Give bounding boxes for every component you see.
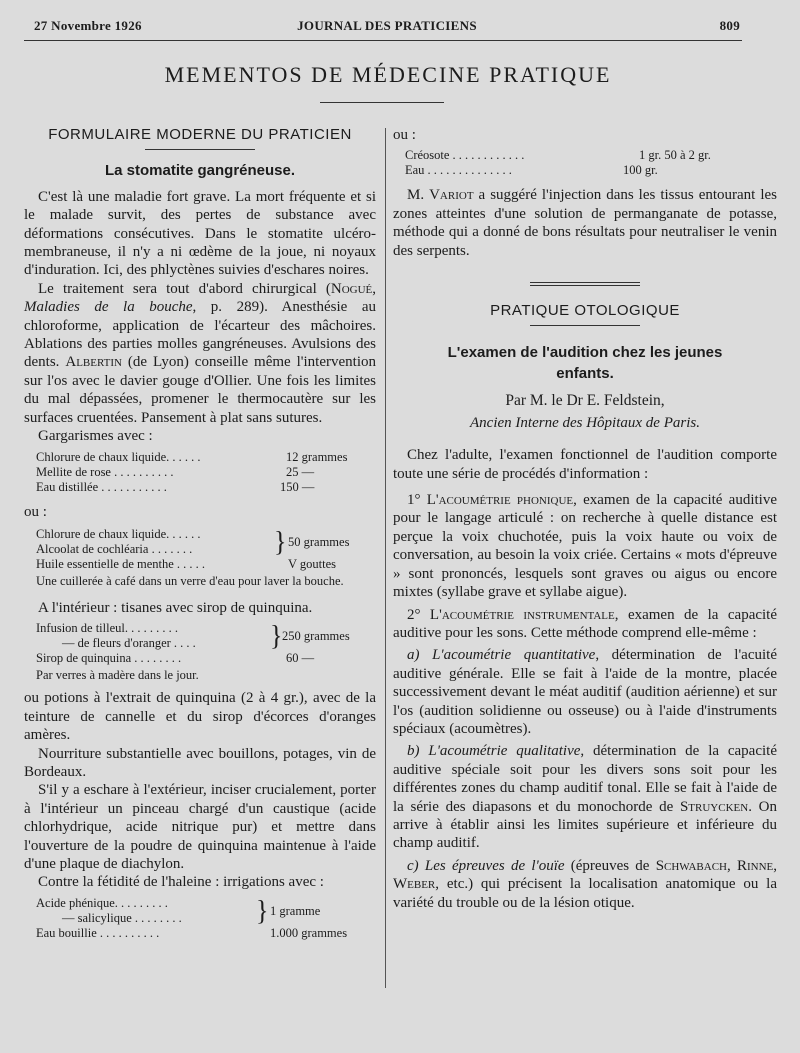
paragraph: Le traitement sera tout d'abord chirurgical (Nogué, Maladies de la bouche, p. 289). Anesthésie au chloroforme, application de l'écarteur des mâchoires. Ablations des parties molles gangréneuses. Avulsions des dents. Albertin (de Lyon) conseille même l'intervention sur l'os avec le davier gouge d'Ollier. Une fois les limites du mal dépassées, promener le thermocautère sur les surfaces cruentées. Pansement à plat sans sutures. [24, 280, 377, 426]
header-rule [24, 40, 742, 41]
header-journal: JOURNAL DES PRATICIENS [297, 18, 477, 33]
paragraph: Chez l'adulte, l'examen fonctionnel de l'audition comporte toute une série de procédés d'information : [393, 447, 777, 482]
affiliation: Ancien Interne des Hôpitaux de Paris. [470, 414, 700, 431]
left-column [24, 126, 376, 941]
paragraph: S'il y a eschare à l'extérieur, inciser crucialement, porter à l'intérieur un pinceau chargé d'un caustique (acide chlorhydrique, acide nitrique pur) et mettre dans l'ouverture de la poudre de quinquina maintenue à l'aide d'une plaque de diachylon. [24, 782, 376, 872]
separator-rule [530, 282, 640, 283]
page-number: 809 [719, 18, 740, 33]
formula-note: Une cuillerée à café dans un verre d'eau pour laver la bouche. [36, 573, 344, 588]
formula-3: Infusion de tilleul. . . . . . . . . — de fleurs d'oranger . . . . } 250 grammes Sirop de quinquina . . . . . . . . 60 — [36, 619, 350, 666]
paragraph: Gargarismes avec : [38, 428, 153, 445]
paragraph: ou potions à l'extrait de quinquina (2 à 4 gr.), avec de la teinture de cannelle et du sirop d'écorces d'oranges amères. [24, 690, 376, 744]
section-rule [145, 149, 255, 150]
separator-rule [530, 285, 640, 286]
section-title-formulaire: FORMULAIRE MODERNE DU PRATICIEN [48, 126, 352, 143]
formula-2: Chlorure de chaux liquide. . . . . . Alcoolat de cochléaria . . . . . . . } 50 grammes Huile essentielle de menthe . . . . . V gouttes [36, 525, 350, 571]
paragraph: 2° L'acoumétrie instrumentale, examen de la capacité auditive pour les sons. Cette méthode comprend elle-même : [393, 606, 777, 641]
byline: Par M. le Dr E. Feldstein, [505, 392, 665, 410]
article-subtitle: L'examen de l'audition chez les jeunes enfants. [447, 344, 723, 383]
paragraph: b) L'acoumétrie qualitative, détermination de la capacité auditive spéciale soit pour les divers sons soit pour les différentes zones du champ auditif tonal. Elle se fait à l'aide de la série des diapasons et du monochorde de Struycken. On arrive à établir ainsi les limites supérieure et inférieure du champ auditif. [393, 743, 777, 852]
column-divider [385, 128, 386, 988]
title-rule [320, 102, 444, 103]
paragraph: a) L'acoumétrie quantitative, détermination de l'acuité auditive générale. Elle se fait à l'aide de la montre, placée successivement devant le méat auditif (audition aérienne) et sur l'os (audition solidienne ou osseuse) ou à l'aide d'instruments spéciaux (acoumètres). [393, 647, 777, 737]
section-rule [530, 325, 640, 326]
paragraph: 1° L'acoumétrie phonique, examen de la capacité auditive pour le langage articulé : on recherche à quelle distance est perçue la voix chuchotée, puis la voix haute ou voix de conversation, au besoin la voix criée. Certains « mots d'épreuve » sont prononcés, lesquels sont graves ou aigus ou encore mixtes (syllabe grave et syllabe aigue). [393, 492, 777, 601]
formula-5: Créosote . . . . . . . . . . . . 1 gr. 50 à 2 gr. Eau . . . . . . . . . . . . . . 100 gr. [405, 148, 711, 178]
paragraph: c) Les épreuves de l'ouïe (épreuves de Schwabach, Rinne, Weber, etc.) qui précisent la localisation anatomique ou la variété du trouble ou de la lésion otique. [393, 857, 777, 911]
paragraph: Nourriture substantielle avec bouillons, potages, vin de Bordeaux. [24, 745, 376, 780]
paragraph: C'est là une maladie fort grave. La mort fréquente et si le malade survit, des pertes de substance avec déformations consécutives. Dans le stomatite ulcéro-membraneuse, il n'y a ni œdème de la joue, ni noyaux d'induration. Ici, des phlyctènes suivies d'eschares noires. [24, 188, 376, 279]
formula-1: Chlorure de chaux liquide. . . . . . 12 grammes Mellite de rose . . . . . . . . . . 25 — Eau distillée . . . . . . . . . . . 150 — [36, 449, 348, 494]
section-title-otologique: PRATIQUE OTOLOGIQUE [490, 302, 680, 320]
paragraph: ou : [393, 127, 416, 143]
right-column [393, 126, 777, 912]
paragraph: A l'intérieur : tisanes avec sirop de quinquina. [38, 599, 313, 616]
page-title: MEMENTOS DE MÉDECINE PRATIQUE [164, 62, 612, 87]
formula-4: Acide phénique. . . . . . . . . — salicylique . . . . . . . . } 1 gramme Eau bouillie . . . . . . . . . . 1.000 grammes [36, 894, 348, 940]
formula-note: Par verres à madère dans le jour. [36, 668, 199, 683]
paragraph: M. Variot a suggéré l'injection dans les tissus entourant les zones atteintes d'une solution de permanganate de potasse, méthode qui a donné de bons résultats pour neutraliser le venin des serpents. [393, 187, 777, 259]
article-subtitle: La stomatite gangréneuse. [104, 162, 296, 180]
header-date: 27 Novembre 1926 [34, 18, 142, 33]
paragraph: ou : [24, 503, 47, 520]
paragraph: Contre la fétidité de l'haleine : irrigations avec : [38, 874, 324, 891]
running-header [34, 18, 740, 38]
